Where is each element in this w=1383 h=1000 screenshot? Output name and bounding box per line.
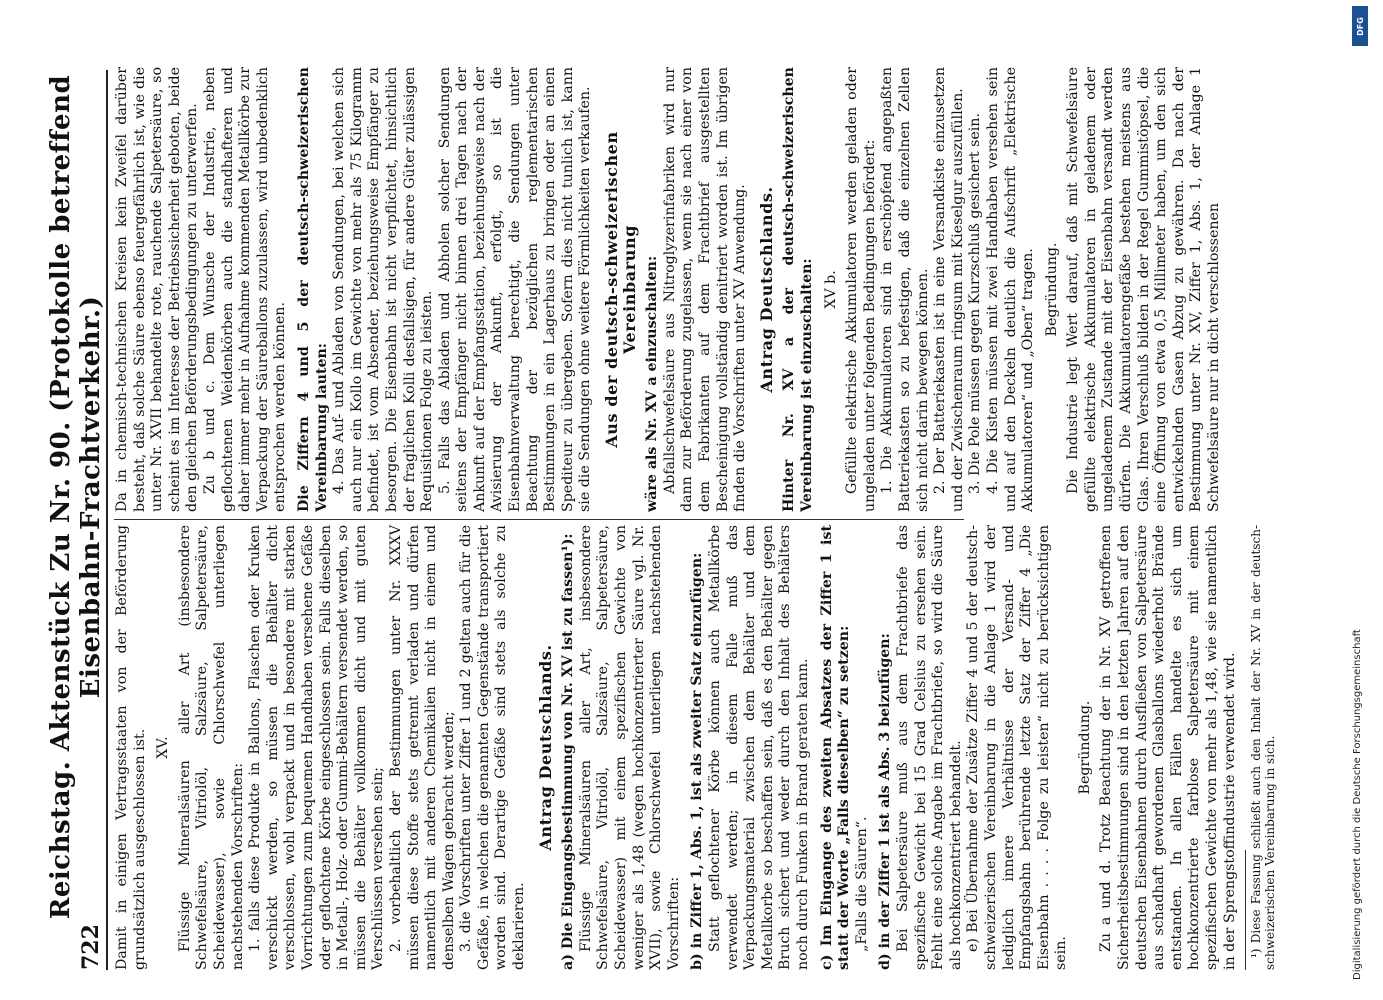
paragraph: 2. vorbehaltlich der Bestimmungen unter Nr. XXXV müssen diese Stoffe stets getrennt verladen und dürfen namentlich mit anderen Chemikalien nicht in einem und denselben Wagen gebracht werden; xyxy=(387,525,457,970)
digitization-note xyxy=(1348,20,1374,980)
column-divider xyxy=(114,519,964,520)
paragraph: Da in chemisch-technischen Kreisen kein Zweifel darüber besteht, daß solche Säure ebenso feuergefährlich ist, wie die unter Nr. XVII behandelte rote, rauchende Salpetersäure, so scheint es im Interesse der Betriebssicherheit geboten, beide den gleichen Beförderungsbedingungen zu unterwerfen. xyxy=(114,67,201,512)
section-heading: Begründung. xyxy=(1043,242,1060,337)
paragraph: Zu a und d. Trotz Beachtung der in Nr. XV getroffenen Sicherheitsbestimmungen sind in den letzten Jahren auf den deutschen Eisenbahnen durch Ausfließen von Salpetersäure aus schadhaft gewordenen Glasballons wiederholt Brände entstanden. In allen Fällen handelte es sich um hochkonzentrierte farblose Salpetersäure mit einem spezifischen Gewichte von mehr als 1,48, wie sie namentlich in der Sprengstoffindustrie verwendet wird. xyxy=(1098,525,1238,970)
section-number: XV. xyxy=(155,736,172,759)
paragraph: Zu b und c. Dem Wunsche der Industrie, neben geflochtenen Weidenkörben auch die standhafteren und daher immer mehr in Aufnahme kommenden Metallkörbe zur Verpackung der Säureballons zuzulassen, wird unbedenklich entsprochen werden können. xyxy=(201,67,289,512)
section-heading: Begründung. xyxy=(1076,700,1093,795)
paragraph: 3. Die Pole müssen gegen Kurzschluß gesichert sein. xyxy=(967,113,984,494)
paragraph: Damit in einigen Vertragsstaaten von der Beförderung grundsätzlich ausgeschlossen ist. xyxy=(114,525,148,970)
subheading: d) in der Ziffer 1 ist als Abs. 3 beizufügen: xyxy=(877,633,894,970)
subheading: a) Die Eingangsbestimmung von Nr. XV ist zu fassen¹): xyxy=(560,533,577,970)
page-number: 722 xyxy=(78,924,104,970)
paragraph: 3. die Vorschriften unter Ziffer 1 und 2 gelten auch für die Gefäße, in welchen die genannten Gegenstände transportiert worden sind. Derartige Gefäße sind stets als solche zu deklarieren. xyxy=(458,525,528,970)
paragraph: e) Bei Übernahme der Zusätze Ziffer 4 und 5 der deutsch-schweizerischen Vereinbarung in die Anlage 1 wird der lediglich innere Verhältnisse der Versand- und Empfangsbahn berührende letzte Satz der Ziffer 4 „Die Eisenbahn . . . . Folge zu leisten“ nicht zu berücksichtigen sein. xyxy=(965,525,1070,970)
subheading: b) in Ziffer 1, Abs. 1, ist als zweiter Satz einzufügen: xyxy=(689,552,706,970)
paragraph: Bei Salpetersäure muß aus dem Frachtbriefe das spezifische Gewicht bei 15 Grad Celsius zu ersehen sein. Fehlt eine solche Angabe im Frachtbriefe, so wird die Säure als hochkonzentriert behandelt. xyxy=(894,525,964,970)
page-header xyxy=(46,70,108,970)
section-heading: Antrag Deutschlands. xyxy=(535,644,555,851)
paragraph: 5. Falls das Abladen und Abholen solcher Sendungen seitens der Empfänger nicht binnen drei Tagen nach der Ankunft auf der Empfangsstation, beziehungsweise nach der Avisierung der Ankunft, erfolgt, so ist die Eisenbahnverwaltung berechtigt, die Sendungen unter Beachtung der bezüglichen reglementarischen Bestimmungen in ein Lagerhaus zu bringen oder an einen Spediteur zu übergeben. Sofern dies nicht tunlich ist, kann sie die Sendungen ohne weitere Förmlichkeiten verkaufen. xyxy=(436,67,594,512)
paragraph: 4. Die Kisten müssen mit zwei Handhaben versehen sein und auf den Deckeln deutlich die Aufschrift „Elektrische Akkumulatoren“ und „Oben“ tragen. xyxy=(984,67,1037,512)
footnote-divider xyxy=(1245,850,1246,970)
section-number: XV b. xyxy=(822,270,839,309)
paragraph: Statt geflochtener Körbe können auch Metallkörbe verwendet werden; in diesem Falle muß das Verpackungsmaterial zwischen dem Behälter und dem Metallkorbe so beschaffen sein, daß es den Behälter gegen Bruch sichert und weder durch den Inhalt des Behälters noch durch Funken in Brand geraten kann. xyxy=(707,525,811,970)
digitization-note-text: Digitalisierung gefördert durch die Deutsche Forschungsgemeinschaft xyxy=(1352,629,1363,980)
logo-text: DFG xyxy=(1355,16,1365,36)
page-title: Reichstag. Aktenstück Zu Nr. 90. (Protokolle betreffend Eisenbahn-Frachtverkehr.) xyxy=(46,74,106,920)
paragraph: Flüssige Mineralsäuren aller Art, insbesondere Schwefelsäure, Vitriolöl, Salzsäure, Salpetersäure, Scheidewasser) mit einem spezifischen Gewichte von weniger als 1,48 (wegen hochkonzentrierter Säure vgl. Nr. XVII), sowie Chlorschwefel unterliegen nachstehenden Vorschriften: xyxy=(577,525,682,970)
right-column xyxy=(114,67,1223,512)
footnote: ¹) Diese Fassung schließt auch den Inhalt der Nr. XV in der deutsch-schweizerischen Vereinbarung in sich. xyxy=(1249,525,1278,970)
paragraph: „Falls die Säuren“. xyxy=(853,816,870,952)
paragraph: Die Industrie legt Wert darauf, daß mit Schwefelsäure gefüllte elektrische Akkumulatoren in geladenem oder ungeladenem Zustande mit der Eisenbahn versandt werden dürfen. Die Akkumulatorengefäße bestehen meistens aus Glas. Ihren Verschluß bilden in der Regel Gummistöpsel, die eine Öffnung von etwa 0,5 Millimeter haben, um den sich entwickelnden Gasen Abzug zu gewähren. Da nach der Bestimmung unter Nr. XV, Ziffer 1, Abs. 1, der Anlage 1 Schwefelsäure nur in dicht verschlossenen xyxy=(1065,67,1223,512)
paragraph: Gefüllte elektrische Akkumulatoren werden geladen oder ungeladen unter folgenden Bedingungen befördert: xyxy=(844,67,878,512)
section-heading: Aus der deutsch-schweizerischen Vereinbarung xyxy=(602,131,639,448)
paragraph: 2. Der Batteriekasten ist in eine Versandkiste einzusetzen und der Zwischenraum ringsum mit Kieselgur auszufüllen. xyxy=(932,67,966,512)
section-heading: Antrag Deutschlands. xyxy=(756,186,776,393)
paragraph: 1. Die Akkumulatoren sind in erschöpfend angepaßten Batteriekasten so zu befestigen, daß die einzelnen Zellen sich nicht darin bewegen können. xyxy=(879,67,931,512)
paragraph: 1. falls diese Produkte in Ballons, Flaschen oder Kruken verschickt werden, so müssen die Behälter dicht verschlossen, wohl verpackt und in besondere mit starken Vorrichtungen zum bequemen Handhaben versehene Gefäße oder geflochtene Körbe eingeschlossen sein. Falls dieselben in Metall-, Holz- oder Gummi-Behältern versendet werden, so müssen die Behälter vollkommen dicht und mit guten Verschlüssen versehen sein; xyxy=(247,525,387,970)
paragraph: Flüssige Mineralsäuren aller Art (insbesondere Schwefelsäure, Vitriolöl, Salzsäure, Salpetersäure, Scheidewasser), sowie Chlorschwefel unterliegen nachstehenden Vorschriften: xyxy=(176,525,246,970)
subheading: Die Ziffern 4 und 5 der deutsch-schweizerischen Vereinbarung lauten: xyxy=(295,67,330,512)
subheading: wäre als Nr. XV a einzuschalten: xyxy=(644,255,661,512)
paragraph: Abfallschwefelsäure aus Nitroglyzerinfabriken wird nur dann zur Beförderung zugelassen, wenn sie nach einer von dem Fabrikanten auf dem Frachtbrief ausgestellten Bescheinigung vollständig denitriert worden ist. Im übrigen finden die Vorschriften unter XV Anwendung. xyxy=(661,67,749,512)
paragraph: 4. Das Auf- und Abladen von Sendungen, bei welchen sich auch nur ein Kollo im Gewichte von mehr als 75 Kilogramm befindet, ist vom Absender, beziehungsweise Empfänger zu besorgen. Die Eisenbahn ist nicht verpflichtet, hinsichtlich der fraglichen Kolli desfallsigen, für andere Güter zulässigen Requisitionen Folge zu leisten. xyxy=(331,67,436,512)
subheading: c) Im Eingange des zweiten Absatzes der Ziffer 1 ist statt der Worte „Falls dieselben“ zu setzen: xyxy=(818,525,853,970)
left-column xyxy=(114,525,1278,970)
subheading: Hinter Nr. XV a der deutsch-schweizerischen Vereinbarung ist einzuschalten: xyxy=(781,67,815,512)
